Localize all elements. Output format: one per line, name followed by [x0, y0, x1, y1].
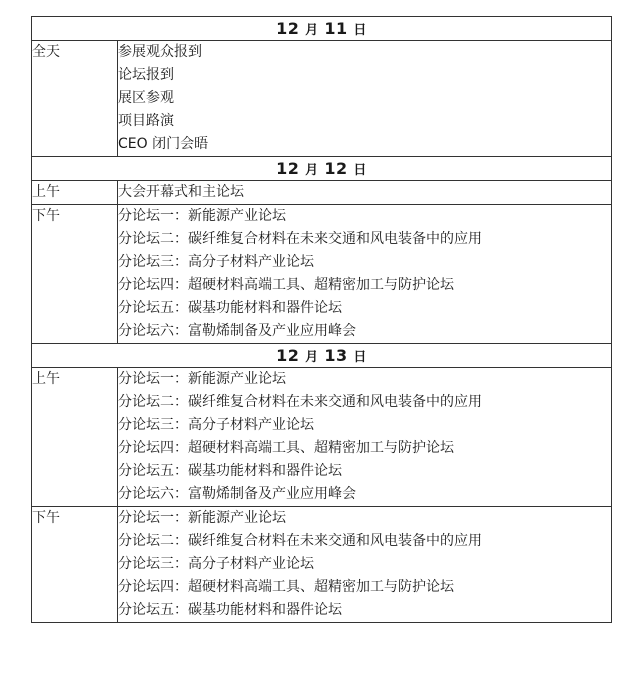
agenda-item: 分论坛四：超硬材料高端工具、超精密加工与防护论坛 [118, 277, 454, 293]
agenda-item: 分论坛二：碳纤维复合材料在未来交通和风电装备中的应用 [118, 231, 482, 247]
agenda-item: 分论坛二：碳纤维复合材料在未来交通和风电装备中的应用 [118, 394, 482, 410]
day-month-unit: 月 [305, 23, 319, 38]
day-header [32, 17, 612, 41]
session-time: 全天 [32, 41, 118, 157]
agenda-item: 分论坛四：超硬材料高端工具、超精密加工与防护论坛 [118, 440, 454, 456]
agenda-item: 分论坛五：碳基功能材料和器件论坛 [118, 463, 342, 479]
session-row [32, 205, 612, 344]
day-header-row [32, 157, 612, 181]
day-number: 12 [324, 159, 348, 178]
agenda-item: 大会开幕式和主论坛 [118, 184, 244, 200]
day-number: 11 [324, 19, 348, 38]
day-month-unit: 月 [305, 350, 319, 365]
day-month: 12 [276, 346, 300, 365]
day-header-row [32, 17, 612, 41]
agenda-item: 展区参观 [118, 90, 174, 106]
agenda-item: 论坛报到 [118, 67, 174, 83]
day-month: 12 [276, 19, 300, 38]
agenda-item: 分论坛五：碳基功能材料和器件论坛 [118, 602, 342, 618]
session-row [32, 41, 612, 157]
agenda-item: 分论坛五：碳基功能材料和器件论坛 [118, 300, 342, 316]
agenda-item: 分论坛一：新能源产业论坛 [118, 371, 286, 387]
session-row [32, 181, 612, 205]
agenda-item: 分论坛三：高分子材料产业论坛 [118, 417, 314, 433]
day-unit: 日 [353, 23, 367, 38]
agenda-item: 分论坛三：高分子材料产业论坛 [118, 556, 314, 572]
session-time: 上午 [32, 368, 118, 507]
schedule-table [31, 16, 612, 623]
session-items [118, 181, 612, 205]
agenda-item: CEO 闭门会晤 [118, 136, 209, 152]
agenda-item: 分论坛一：新能源产业论坛 [118, 510, 286, 526]
session-items [118, 205, 612, 344]
day-month: 12 [276, 159, 300, 178]
agenda-item: 分论坛六：富勒烯制备及产业应用峰会 [118, 323, 356, 339]
agenda-item: 参展观众报到 [118, 44, 202, 60]
agenda-item: 项目路演 [118, 113, 174, 129]
session-time: 上午 [32, 181, 118, 205]
day-header [32, 157, 612, 181]
agenda-item: 分论坛四：超硬材料高端工具、超精密加工与防护论坛 [118, 579, 454, 595]
session-time: 下午 [32, 205, 118, 344]
agenda-item: 分论坛六：富勒烯制备及产业应用峰会 [118, 486, 356, 502]
session-items [118, 41, 612, 157]
session-items [118, 368, 612, 507]
agenda-item: 分论坛三：高分子材料产业论坛 [118, 254, 314, 270]
session-row [32, 368, 612, 507]
session-time: 下午 [32, 507, 118, 623]
session-items [118, 507, 612, 623]
day-unit: 日 [353, 163, 367, 178]
day-header-row [32, 344, 612, 368]
day-header [32, 344, 612, 368]
day-unit: 日 [353, 350, 367, 365]
agenda-item: 分论坛二：碳纤维复合材料在未来交通和风电装备中的应用 [118, 533, 482, 549]
day-number: 13 [324, 346, 348, 365]
agenda-item: 分论坛一：新能源产业论坛 [118, 208, 286, 224]
day-month-unit: 月 [305, 163, 319, 178]
session-row [32, 507, 612, 623]
